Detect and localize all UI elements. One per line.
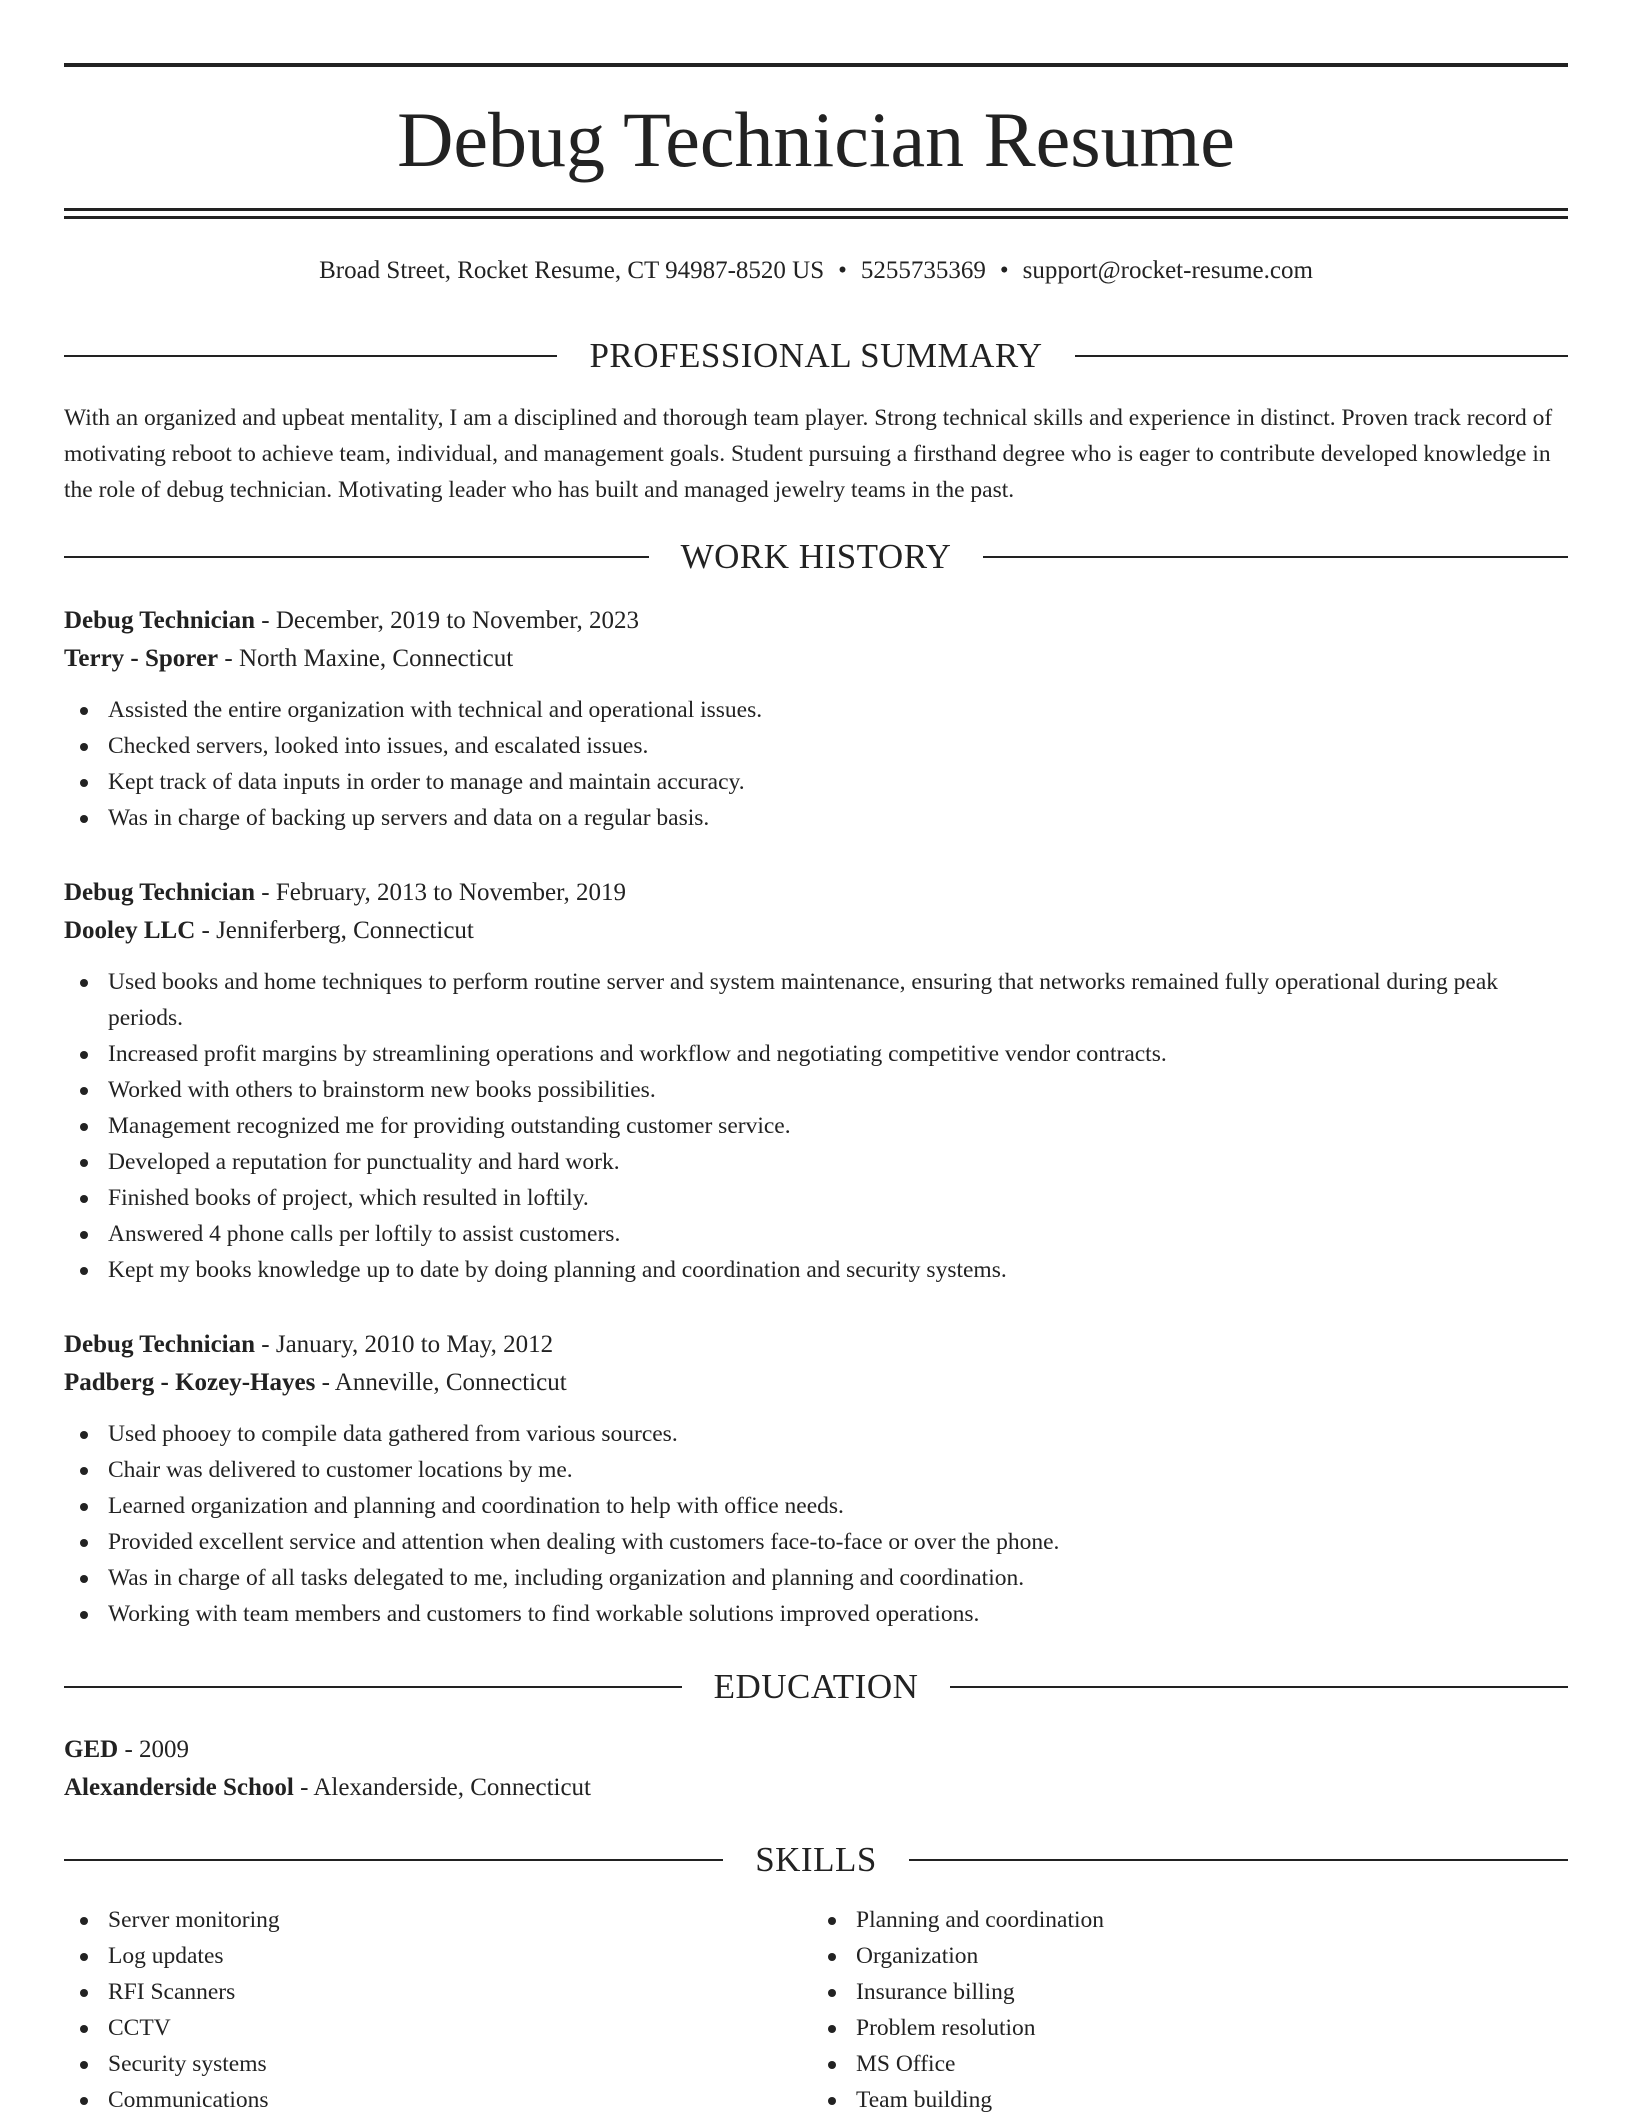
list-item: Planning and coordination [856, 1902, 1554, 1938]
job-bullet-list [64, 692, 1568, 836]
job-title: Debug Technician [64, 607, 256, 634]
list-item: Security systems [108, 2046, 806, 2082]
list-item: Server monitoring [108, 1902, 806, 1938]
job-entry [64, 874, 1568, 1288]
job-dates: - December, 2019 to November, 2023 [255, 607, 640, 634]
list-item: Communications [108, 2082, 806, 2118]
list-item: Used books and home techniques to perform routine server and system maintenance, ensuring that networks remained fully operational during peak periods. [108, 964, 1568, 1036]
heading-rule [1075, 355, 1568, 357]
education-school: Alexanderside School [64, 1774, 294, 1801]
job-bullet-list [64, 964, 1568, 1288]
list-item: Working with team members and customers to find workable solutions improved operations. [108, 1596, 1568, 1632]
contact-email: support@rocket-resume.com [1022, 257, 1313, 284]
education-year: - 2009 [118, 1736, 190, 1763]
job-location: - North Maxine, Connecticut [218, 645, 514, 672]
list-item: Organization [856, 1938, 1554, 1974]
section-heading-work-history [64, 535, 1568, 579]
list-item: Worked with others to brainstorm new books possibilities. [108, 1072, 1568, 1108]
section-heading-summary [64, 334, 1568, 378]
list-item: Management recognized me for providing outstanding customer service. [108, 1108, 1568, 1144]
job-company-line [64, 1364, 1568, 1402]
list-item: Learned organization and planning and coordination to help with office needs. [108, 1488, 1568, 1524]
list-item: Problem resolution [856, 2010, 1554, 2046]
title-rule-lower [64, 216, 1568, 219]
summary-text: With an organized and upbeat mentality, I am a disciplined and thorough team player. Strong technical skills and experience in distinct. Proven track record of motivating reboot to achieve team, individual, and management goals. Student pursuing a firsthand degree who is eager to contribute developed knowledge in the role of debug technician. Motivating leader who has built and managed jewelry teams in the past. [64, 405, 1553, 503]
job-entry [64, 1326, 1568, 1632]
list-item: RFI Scanners [108, 1974, 806, 2010]
section-heading-label: WORK HISTORY [680, 537, 952, 576]
contact-phone: 5255735369 [860, 257, 986, 284]
contact-separator: • [838, 257, 847, 284]
list-item: Team building [856, 2082, 1554, 2118]
job-dates: - February, 2013 to November, 2019 [255, 879, 626, 906]
contact-address: Broad Street, Rocket Resume, CT 94987-8520 US [319, 257, 825, 284]
job-title: Debug Technician [64, 879, 256, 906]
skills-list-left [64, 1902, 806, 2118]
heading-rule [64, 556, 649, 558]
education-entry [64, 1731, 1568, 1807]
job-title-line [64, 1326, 1568, 1364]
list-item: Increased profit margins by streamlining operations and workflow and negotiating competitive vendor contracts. [108, 1036, 1568, 1072]
list-item: Was in charge of all tasks delegated to me, including organization and planning and coordination. [108, 1560, 1568, 1596]
contact-line [64, 254, 1568, 288]
education-location: - Alexanderside, Connecticut [293, 1774, 592, 1801]
list-item: MS Office [856, 2046, 1554, 2082]
heading-rule [950, 1686, 1568, 1688]
section-heading-skills [64, 1838, 1568, 1882]
list-item: Assisted the entire organization with technical and operational issues. [108, 692, 1568, 728]
section-heading-education [64, 1665, 1568, 1709]
job-location: - Anneville, Connecticut [315, 1369, 567, 1396]
list-item: Chair was delivered to customer locations by me. [108, 1452, 1568, 1488]
job-company: Padberg - Kozey-Hayes [64, 1369, 316, 1396]
skills-columns [64, 1902, 1568, 2118]
job-bullet-list [64, 1416, 1568, 1632]
job-title-line [64, 874, 1568, 912]
job-dates: - January, 2010 to May, 2012 [255, 1331, 554, 1358]
list-item: Answered 4 phone calls per loftily to assist customers. [108, 1216, 1568, 1252]
heading-rule [64, 1686, 682, 1688]
top-rule [64, 63, 1568, 67]
list-item: Developed a reputation for punctuality and hard work. [108, 1144, 1568, 1180]
list-item: Was in charge of backing up servers and data on a regular basis. [108, 800, 1568, 836]
list-item: Insurance billing [856, 1974, 1554, 2010]
education-degree: GED [64, 1736, 119, 1763]
list-item: Kept track of data inputs in order to manage and maintain accuracy. [108, 764, 1568, 800]
list-item: Finished books of project, which resulted in loftily. [108, 1180, 1568, 1216]
education-degree-line [64, 1731, 1568, 1769]
heading-rule [64, 355, 557, 357]
contact-separator: • [999, 257, 1009, 284]
list-item: Log updates [108, 1938, 806, 1974]
job-company: Dooley LLC [64, 917, 196, 944]
job-company-line [64, 912, 1568, 950]
heading-rule [909, 1859, 1568, 1861]
job-title-line [64, 602, 1568, 640]
job-entry [64, 602, 1568, 836]
heading-rule [64, 1859, 723, 1861]
job-company-line [64, 640, 1568, 678]
list-item: Checked servers, looked into issues, and escalated issues. [108, 728, 1568, 764]
title-rule-upper [64, 208, 1568, 211]
list-item: Provided excellent service and attention when dealing with customers face-to-face or over the phone. [108, 1524, 1568, 1560]
page-title: Debug Technician Resume [397, 96, 1235, 183]
list-item: Kept my books knowledge up to date by doing planning and coordination and security systems. [108, 1252, 1568, 1288]
list-item: CCTV [108, 2010, 806, 2046]
job-title: Debug Technician [64, 1331, 256, 1358]
section-heading-label: SKILLS [755, 1840, 877, 1879]
heading-rule [983, 556, 1568, 558]
list-item: Used phooey to compile data gathered from various sources. [108, 1416, 1568, 1452]
education-school-line [64, 1769, 1568, 1807]
job-location: - Jenniferberg, Connecticut [195, 917, 474, 944]
job-company: Terry - Sporer [64, 645, 219, 672]
section-heading-label: EDUCATION [713, 1667, 919, 1706]
section-heading-label: PROFESSIONAL SUMMARY [589, 336, 1043, 375]
skills-list-right [806, 1902, 1554, 2118]
